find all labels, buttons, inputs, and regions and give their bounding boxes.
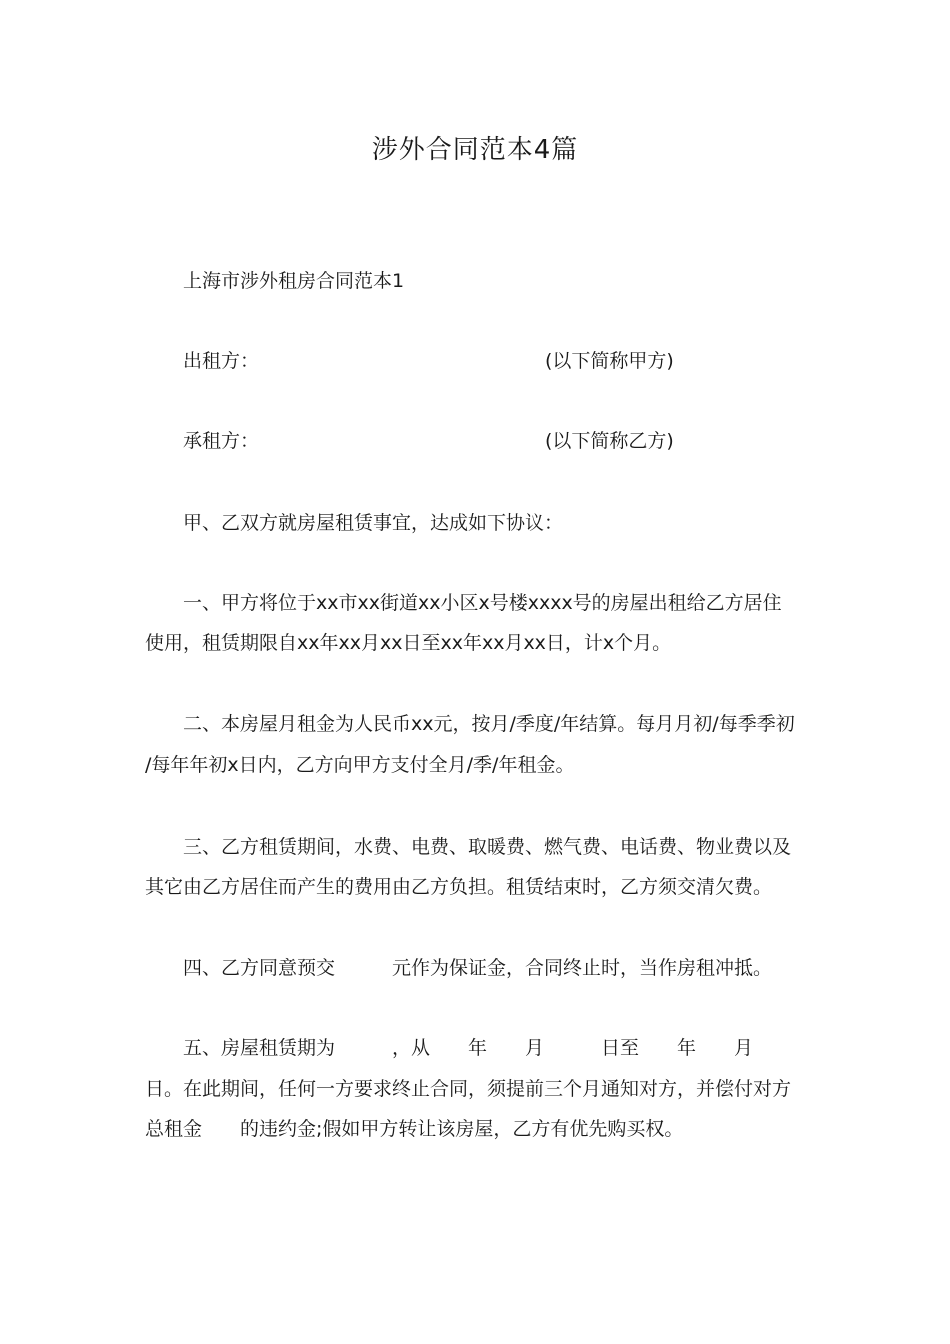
- lessor-label: 出租方：: [183, 350, 260, 372]
- lessor-note: (以下简称甲方): [545, 350, 674, 372]
- document-title: 涉外合同范本4篇: [371, 135, 579, 165]
- clause-1-line-2: 使用，租赁期限自xx年xx月xx日至xx年xx月xx日，计x个月。: [145, 632, 672, 654]
- clause-3-line-2: 其它由乙方居住而产生的费用由乙方负担。租赁结束时，乙方须交清欠费。: [145, 876, 773, 898]
- clause-2-line-1: 二、本房屋月租金为人民币xx元，按月/季度/年结算。每月月初/每季季初: [183, 713, 795, 735]
- clause-2-line-2: /每年年初x日内，乙方向甲方支付全月/季/年租金。: [145, 754, 575, 776]
- clause-1-line-1: 一、甲方将位于xx市xx街道xx小区x号楼xxxx号的房屋出租给乙方居住: [183, 592, 782, 614]
- lessee-label: 承租方：: [183, 430, 260, 452]
- section-heading: 上海市涉外租房合同范本1: [183, 270, 405, 292]
- lessee-note: (以下简称乙方): [545, 430, 674, 452]
- clause-5-line-2: 日。在此期间，任何一方要求终止合同，须提前三个月通知对方，并偿付对方: [145, 1078, 792, 1100]
- intro-paragraph: 甲、乙双方就房屋租赁事宜，达成如下协议：: [183, 512, 564, 534]
- clause-4-line-1: 四、乙方同意预交 元作为保证金，合同终止时，当作房租冲抵。: [183, 957, 773, 979]
- clause-5-line-3: 总租金 的违约金;假如甲方转让该房屋，乙方有优先购买权。: [145, 1118, 684, 1140]
- clause-3-line-1: 三、乙方租赁期间，水费、电费、取暖费、燃气费、电话费、物业费以及: [183, 836, 792, 858]
- clause-5-line-1: 五、房屋租赁期为 ，从 年 月 日至 年 月: [183, 1037, 754, 1059]
